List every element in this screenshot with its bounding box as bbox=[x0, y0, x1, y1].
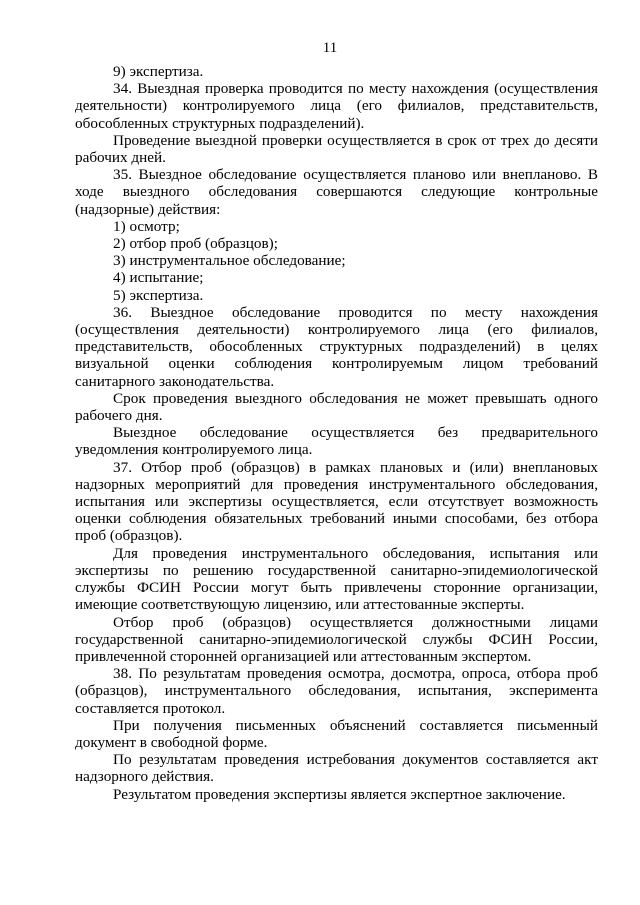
paragraph-37: 37. Отбор проб (образцов) в рамках плановых и (или) внеплановых надзорных мероприятий для проведения инструментального обследования, испытания или экспертизы осуществляется, если отсутствует возможность оценки соблюдения обязательных требований иными способами, без отбора проб (образцов). bbox=[75, 458, 598, 545]
paragraph-sampling-officials: Отбор проб (образцов) осуществляется должностными лицами государственной санитарно-эпидемиологической службы ФСИН России, привлеченной сторонней организацией или аттестованным экспертом. bbox=[75, 613, 598, 665]
list-item-1: 1) осмотр; bbox=[113, 217, 180, 235]
paragraph-survey-notice: Выездное обследование осуществляется без предварительного уведомления контролируемого лица. bbox=[75, 424, 598, 459]
paragraph-document-request: По результатам проведения истребования документов составляется акт надзорного действия. bbox=[75, 751, 598, 786]
paragraph-inspection-duration: Проведение выездной проверки осуществляется в срок от трех до десяти рабочих дней. bbox=[75, 131, 598, 167]
list-item-5: 5) экспертиза. bbox=[113, 286, 204, 304]
paragraph-38: 38. По результатам проведения осмотра, досмотра, опроса, отбора проб (образцов), инструментального обследования, испытания, эксперимента составляется протокол. bbox=[75, 665, 598, 717]
paragraph-34: 34. Выездная проверка проводится по месту нахождения (осуществления деятельности) контролируемого лица (его филиалов, представительств, обособленных структурных подразделений). bbox=[75, 80, 598, 132]
list-item-3: 3) инструментальное обследование; bbox=[113, 252, 346, 270]
page-number: 11 bbox=[322, 40, 338, 56]
paragraph-35: 35. Выездное обследование осуществляется планово или внепланово. В ходе выездного обследования совершаются следующие контрольные (надзорные) действия: bbox=[75, 166, 598, 218]
paragraph-expertise-result: Результатом проведения экспертизы является экспертное заключение. bbox=[113, 785, 566, 803]
list-item-4: 4) испытание; bbox=[113, 269, 204, 287]
paragraph-list-item-9: 9) экспертиза. bbox=[113, 63, 204, 80]
paragraph-written-explanations: При получения письменных объяснений составляется письменный документ в свободной форме. bbox=[75, 716, 598, 751]
paragraph-36: 36. Выездное обследование проводится по месту нахождения (осуществления деятельности) контролируемого лица (его филиалов, представительств, обособленных структурных подразделений) в целях визуальной оценки соблюдения контролируемым лицом требований санитарного законодательства. bbox=[75, 303, 598, 390]
paragraph-third-parties: Для проведения инструментального обследования, испытания или экспертизы по решению государственной санитарно-эпидемиологической службы ФСИН России могут быть привлечены сторонние организации, имеющие соответствующую лицензию, или аттестованные эксперты. bbox=[75, 544, 598, 614]
document-body bbox=[75, 63, 598, 803]
list-item-2: 2) отбор проб (образцов); bbox=[113, 235, 278, 253]
paragraph-survey-duration: Срок проведения выездного обследования не может превышать одного рабочего дня. bbox=[75, 389, 598, 425]
